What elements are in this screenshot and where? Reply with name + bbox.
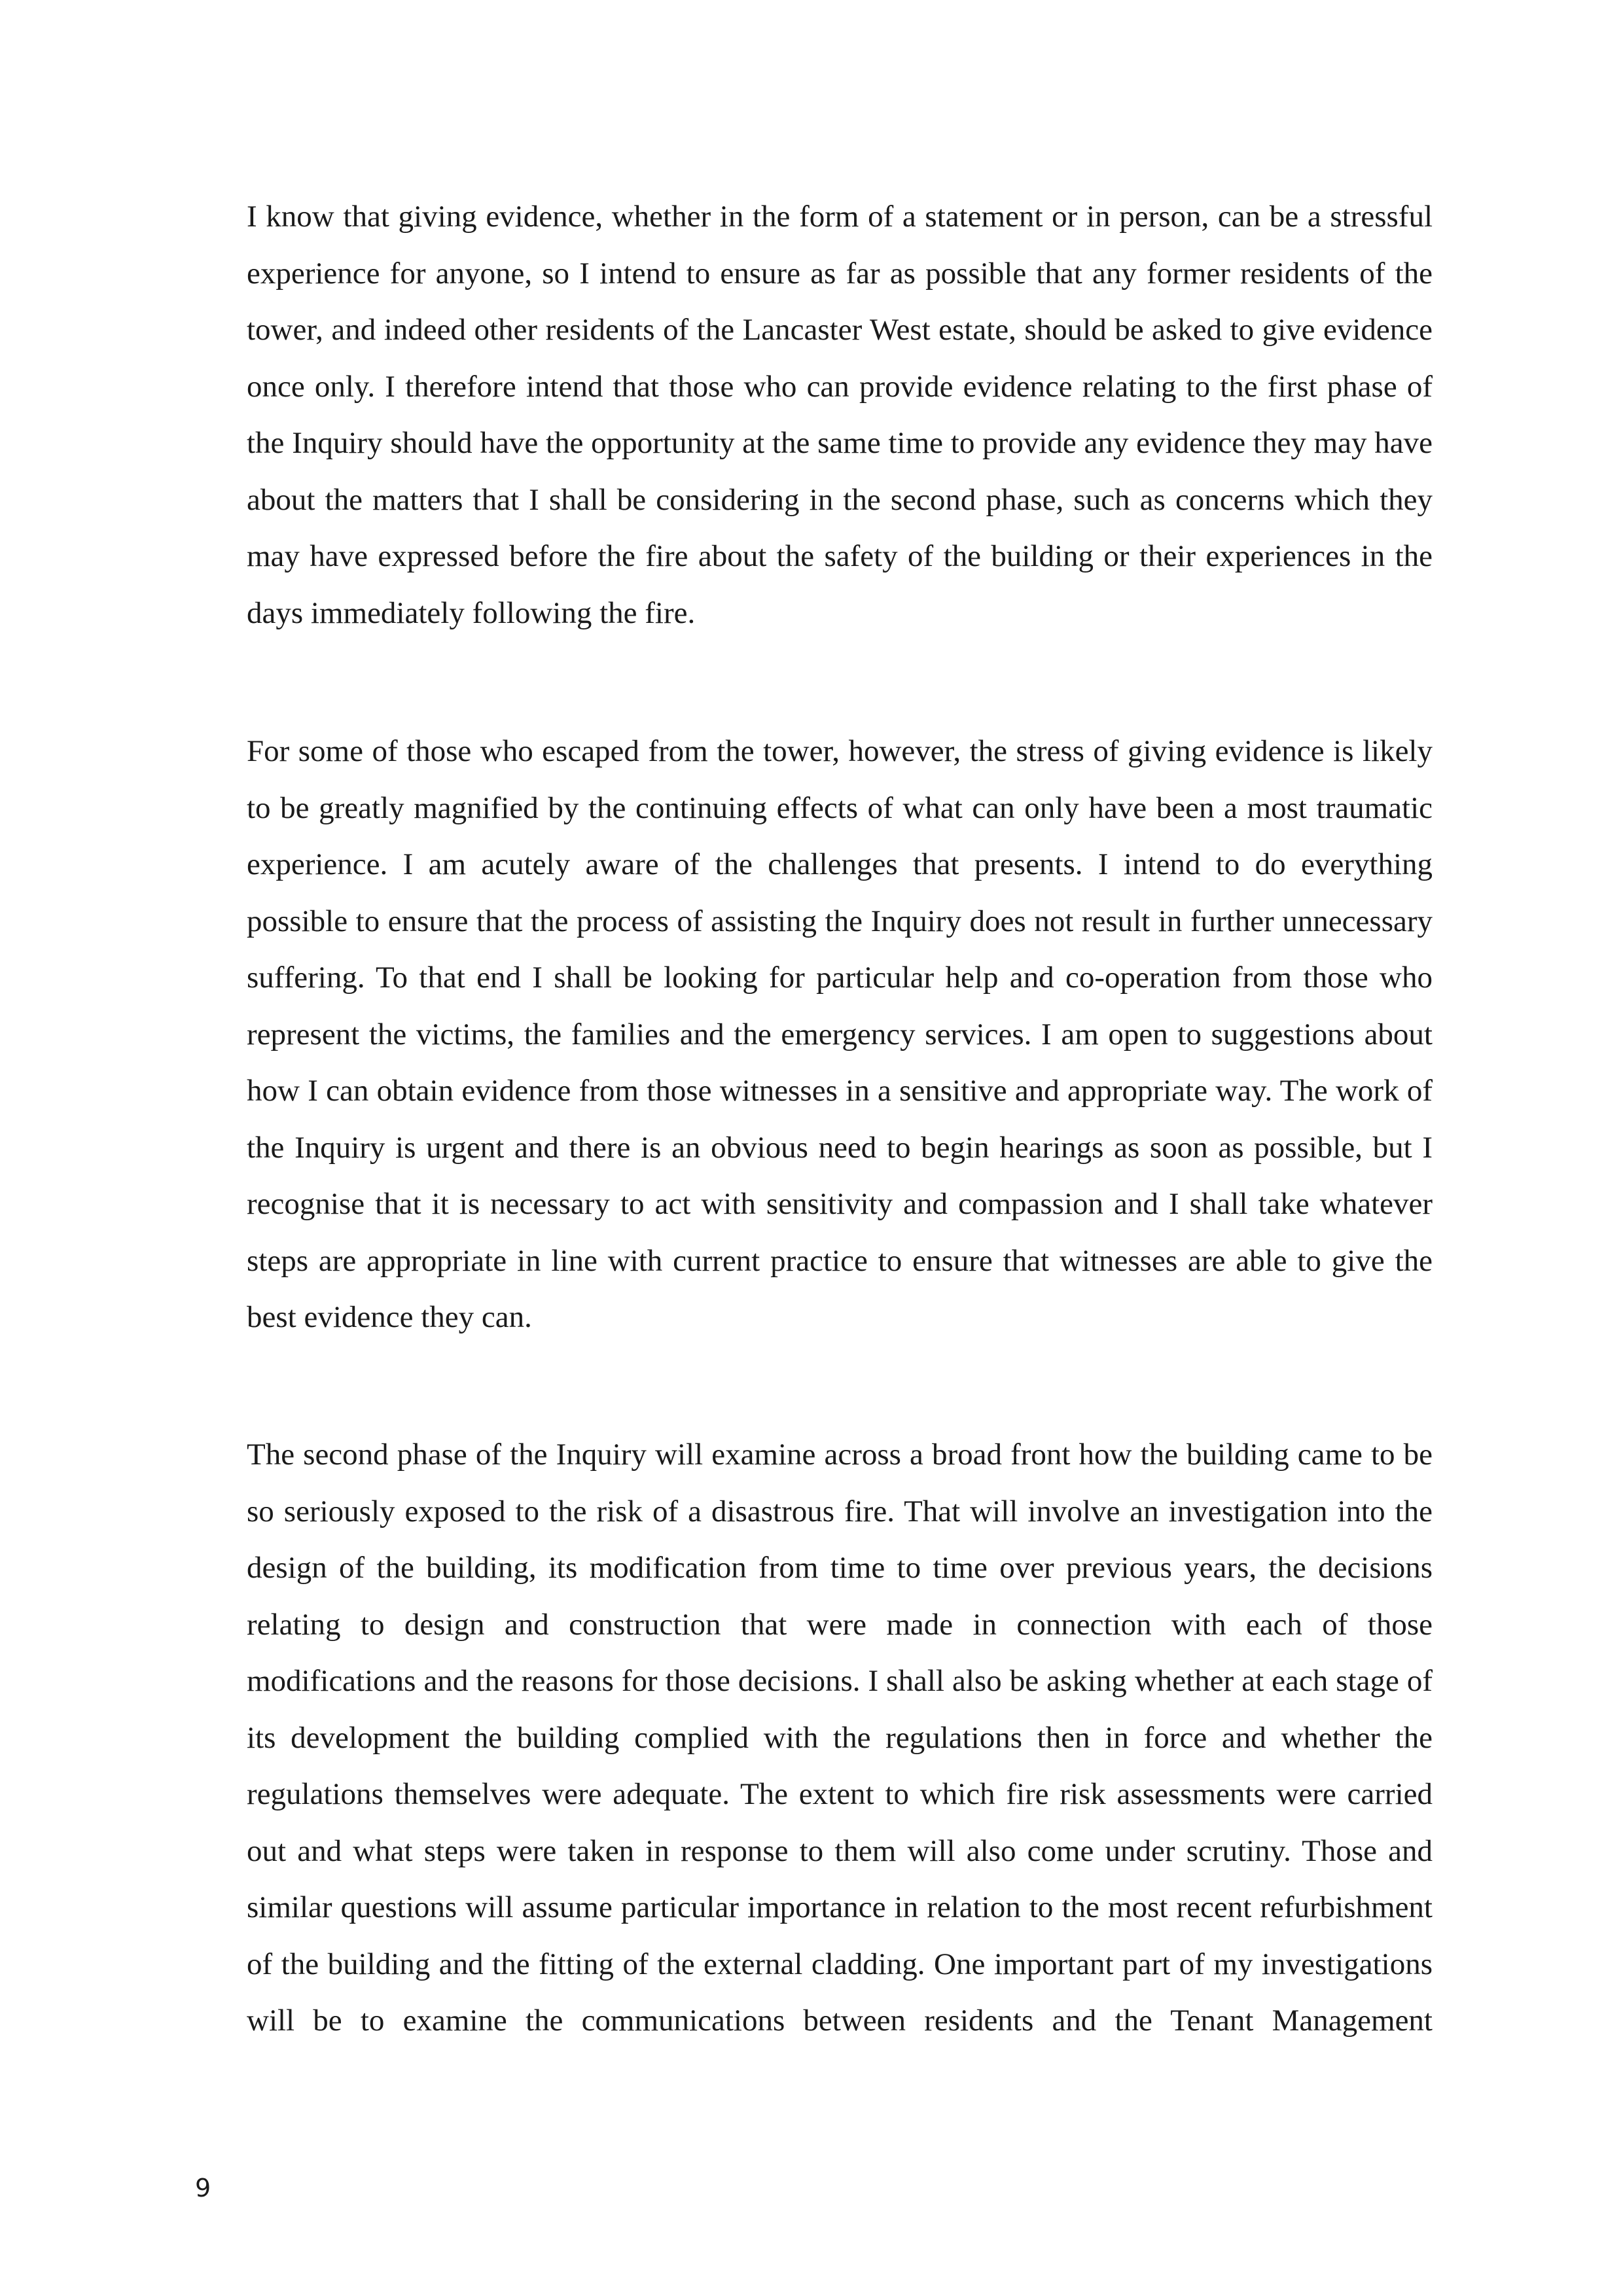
paragraph-witness-stress: For some of those who escaped from the tower, however, the stress of giving evidence is likely to be greatly magnified by the continuing effects of what can only have been a most traumatic experience. I am acutely aware of the challenges that presents. I intend to do everything possible to ensure that the process of assisting the Inquiry does not result in further unnecessary suffering. To that end I shall be looking for particular help and co-operation from those who represent the victims, the families and the emergency services. I am open to suggestions about how I can obtain evidence from those witnesses in a sensitive and appropriate way. The work of the Inquiry is urgent and there is an obvious need to begin hearings as soon as possible, but I recognise that it is necessary to act with sensitivity and compassion and I shall take whatever steps are appropriate in line with current practice to ensure that witnesses are able to give the best evidence they can. (247, 734, 1433, 1334)
paragraph-evidence-once-only: I know that giving evidence, whether in the form of a statement or in person, can be a stressful experience for anyone, so I intend to ensure as far as possible that any former residents of the tower, and indeed other residents of the Lancaster West estate, should be asked to give evidence once only. I therefore intend that those who can provide evidence relating to the first phase of the Inquiry should have the opportunity at the same time to provide any evidence they may have about the matters that I shall be considering in the second phase, such as concerns which they may have expressed before the fire about the safety of the building or their experiences in the days immediately following the fire. (247, 200, 1433, 630)
page-number: 9 (195, 2174, 211, 2202)
paragraph-second-phase: The second phase of the Inquiry will examine across a broad front how the building came to be so seriously exposed to the risk of a disastrous fire. That will involve an investigation into the design of the building, its modification from time to time over previous years, the decisions relating to design and construction that were made in connection with each of those modifications and the reasons for those decisions. I shall also be asking whether at each stage of its development the building complied with the regulations then in force and whether the regulations themselves were adequate. The extent to which fire risk assessments were carried out and what steps were taken in response to them will also come under scrutiny. Those and similar questions will assume particular importance in relation to the most recent refurbishment of the building and the fitting of the external cladding. One important part of my investigations will be to examine the communications between residents and the Tenant Management (247, 1438, 1433, 2038)
